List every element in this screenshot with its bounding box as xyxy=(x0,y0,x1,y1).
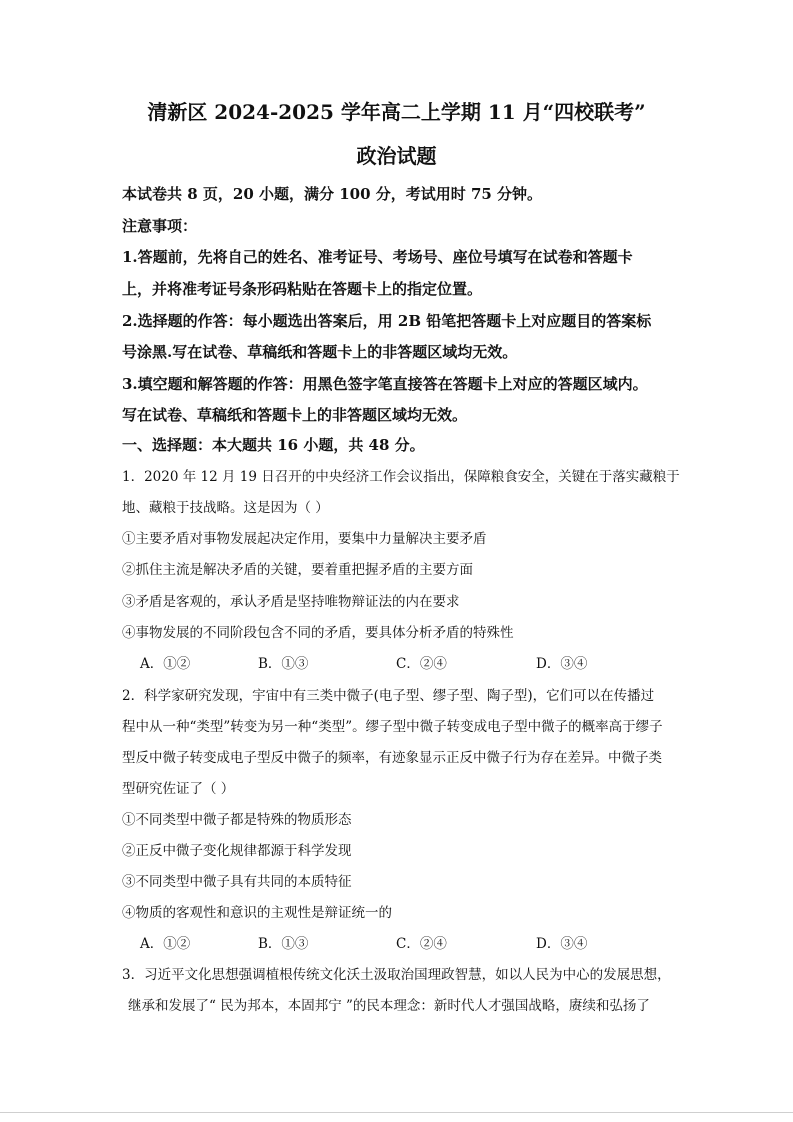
q3-stem-line-1: 3．习近平文化思想强调植根传统文化沃土汲取治国理政智慧，如以人民为中心的发展思想， xyxy=(122,967,671,983)
q2-statement-1: ①不同类型中微子都是特殊的物质形态 xyxy=(122,812,352,828)
q1-option-d: D．③④ xyxy=(536,656,588,672)
q1-statement-4: ④事物发展的不同阶段包含不同的矛盾，要具体分析矛盾的特殊性 xyxy=(122,625,514,641)
notice-heading: 注意事项： xyxy=(122,217,198,235)
q2-stem-line-2: 程中从一种“类型”转变为另一种“类型”。缪子型中微子转变成电子型中微子的概率高于缪子 xyxy=(122,719,663,735)
q1-option-b: B．①③ xyxy=(258,656,309,672)
q1-option-c: C．②④ xyxy=(396,656,447,672)
q2-option-d: D．③④ xyxy=(536,936,588,952)
q2-statement-4: ④物质的客观性和意识的主观性是辩证统一的 xyxy=(122,905,392,921)
q2-stem-line-3: 型反中微子转变成电子型反中微子的频率，有迹象显示正反中微子行为存在差异。中微子类 xyxy=(122,750,662,766)
section-heading: 一、选择题：本大题共 16 小题，共 48 分。 xyxy=(122,436,425,454)
q1-statement-2: ②抓住主流是解决矛盾的关键，要着重把握矛盾的主要方面 xyxy=(122,562,473,578)
q2-option-b: B．①③ xyxy=(258,936,309,952)
notice-1-line-1: 1.答题前，先将自己的姓名、准考证号、考场号、座位号填写在试卷和答题卡 xyxy=(122,248,633,266)
page-title: 清新区 2024-2025 学年高二上学期 11 月“四校联考” xyxy=(147,100,646,124)
q1-statement-1: ①主要矛盾对事物发展起决定作用，要集中力量解决主要矛盾 xyxy=(122,531,487,547)
q2-stem-line-1: 2．科学家研究发现，宇宙中有三类中微子(电子型、缪子型、陶子型)，它们可以在传播过 xyxy=(122,688,655,704)
q2-statement-3: ③不同类型中微子具有共同的本质特征 xyxy=(122,874,352,890)
q1-stem-line-2: 地、藏粮于技战略。这是因为（ ） xyxy=(122,500,329,516)
page-subtitle: 政治试题 xyxy=(356,144,437,168)
q2-statement-2: ②正反中微子变化规律都源于科学发现 xyxy=(122,843,352,859)
notice-1-line-2: 上，并将准考证号条形码粘贴在答题卡上的指定位置。 xyxy=(122,280,483,298)
exam-summary: 本试卷共 8 页，20 小题，满分 100 分，考试用时 75 分钟。 xyxy=(122,185,543,203)
q2-option-a: A．①② xyxy=(140,936,191,952)
notice-3-line-1: 3.填空题和解答题的作答：用黑色签字笔直接答在答题卡上对应的答题区域内。 xyxy=(122,375,648,393)
notice-2-line-2: 号涂黑.写在试卷、草稿纸和答题卡上的非答题区域均无效。 xyxy=(122,343,518,361)
q2-stem-line-4: 型研究佐证了（ ） xyxy=(122,781,235,797)
notice-2-line-1: 2.选择题的作答：每小题选出答案后，用 2B 铅笔把答题卡上对应题目的答案标 xyxy=(122,312,652,330)
q3-stem-line-2: 继承和发展了“ 民为邦本，本固邦宁 ”的民本理念：新时代人才强国战略，赓续和弘扬了 xyxy=(128,998,650,1014)
page-bottom-divider xyxy=(0,1112,793,1113)
notice-3-line-2: 写在试卷、草稿纸和答题卡上的非答题区域均无效。 xyxy=(122,406,468,424)
q1-stem-line-1: 1．2020 年 12 月 19 日召开的中央经济工作会议指出，保障粮食安全，关键在于落实藏粮于 xyxy=(122,469,680,485)
q1-option-a: A．①② xyxy=(140,656,191,672)
q2-option-c: C．②④ xyxy=(396,936,447,952)
q1-statement-3: ③矛盾是客观的，承认矛盾是坚持唯物辩证法的内在要求 xyxy=(122,594,460,610)
